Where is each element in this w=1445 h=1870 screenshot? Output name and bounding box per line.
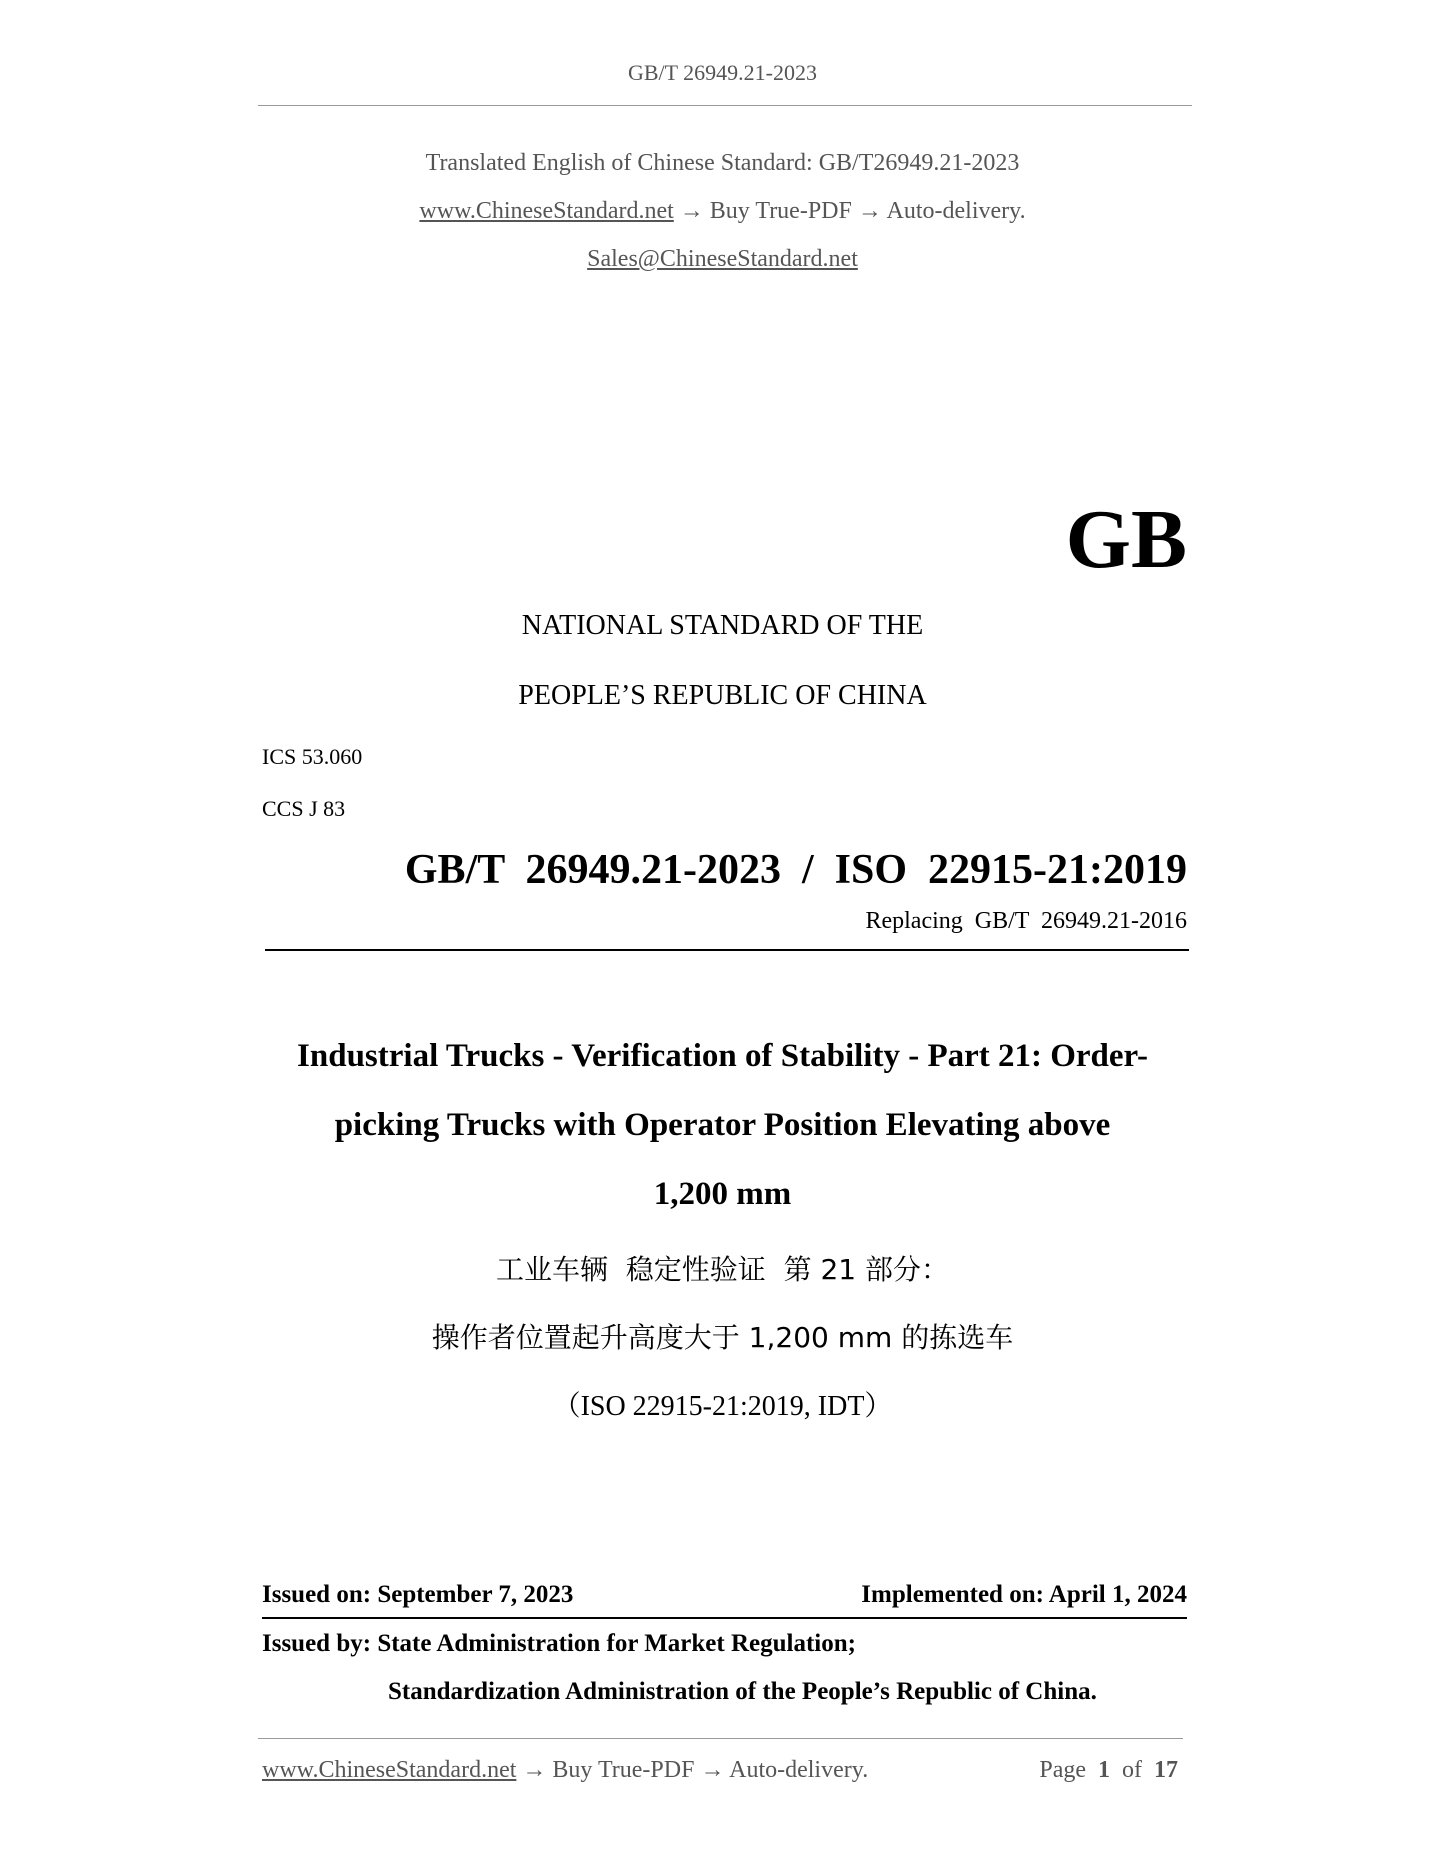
buy-line (0, 198, 1445, 225)
footer-divider (258, 1738, 1183, 1739)
footer-buy-text: → Buy True-PDF → Auto-delivery. (522, 1757, 869, 1783)
issued-by-line1: Issued by: State Administration for Market Regulation; (262, 1630, 856, 1657)
header-divider (258, 105, 1192, 106)
issued-on: Issued on: September 7, 2023 (262, 1581, 574, 1608)
translated-notice: Translated English of Chinese Standard: GB/T26949.21-2023 (425, 150, 1020, 176)
title-divider (265, 949, 1189, 951)
page-indicator (1039, 1757, 1178, 1784)
page-total: 17 (1154, 1757, 1178, 1783)
replacing-note: Replacing GB/T 26949.21-2016 (865, 908, 1187, 934)
iso-reference: （ISO 22915-21:2019, IDT） (552, 1391, 893, 1422)
of-label: of (1122, 1757, 1142, 1783)
email-link[interactable]: Sales@ChineseStandard.net (587, 246, 858, 272)
ics-code: ICS 53.060 (262, 744, 363, 769)
ccs-code: CCS J 83 (262, 796, 346, 821)
buy-text: → Buy True-PDF → Auto-delivery. (679, 198, 1026, 224)
national-standard-line2: PEOPLE’S REPUBLIC OF CHINA (518, 680, 927, 711)
running-title: GB/T 26949.21-2023 (627, 60, 818, 85)
title-en-line1: Industrial Trucks - Verification of Stability - Part 21: Order- (297, 1038, 1148, 1074)
page-label: Page (1039, 1757, 1086, 1783)
email-line (0, 246, 1445, 273)
page-number: 1 (1098, 1757, 1110, 1783)
national-standard-line1: NATIONAL STANDARD OF THE (521, 610, 924, 641)
title-cn-line2: 操作者位置起升高度大于 1,200 mm 的拣选车 (431, 1321, 1014, 1354)
gb-logo: GB (1065, 493, 1187, 586)
footer-buy-line (262, 1757, 868, 1784)
implemented-on: Implemented on: April 1, 2024 (861, 1581, 1187, 1608)
issued-by-line2: Standardization Administration of the People’s Republic of China. (388, 1678, 1097, 1705)
site-link[interactable]: www.ChineseStandard.net (419, 198, 674, 224)
title-en-line2: picking Trucks with Operator Position Elevating above (334, 1107, 1111, 1143)
title-en-line3: 1,200 mm (653, 1176, 792, 1212)
title-cn-line1: 工业车辆 稳定性验证 第 21 部分： (495, 1253, 950, 1286)
date-divider (262, 1617, 1187, 1619)
footer-site-link[interactable]: www.ChineseStandard.net (262, 1757, 517, 1783)
standard-number: GB/T 26949.21-2023 / ISO 22915-21:2019 (404, 847, 1187, 893)
